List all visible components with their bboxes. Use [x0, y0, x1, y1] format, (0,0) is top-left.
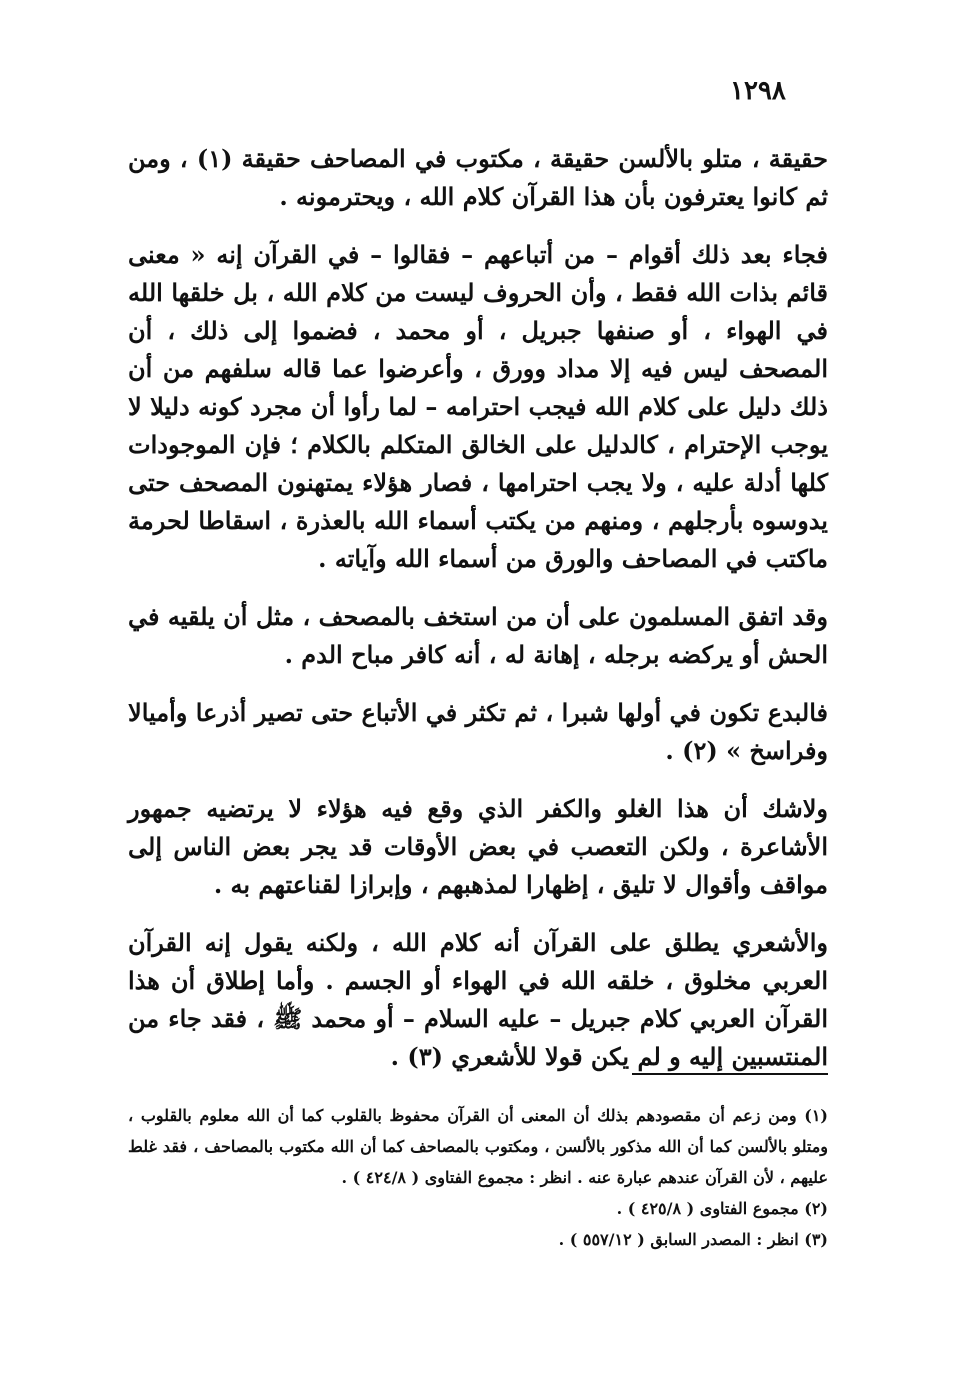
footnotes	[128, 1100, 828, 1255]
paragraph-3: وقد اتفق المسلمون على أن من استخف بالمصحف ، مثل أن يلقيه في الحش أو يركضه برجله ، إهانة له ، أنه كافر مباح الدم .	[128, 602, 828, 669]
footnote-3: (٣) انظر : المصدر السابق ( ٥٥٧/١٢ ) .	[558, 1230, 828, 1249]
footnote-1: (١) ومن زعم أن مقصودهم بذلك أن المعنى أن القرآن محفوظ بالقلوب كما أن الله معلوم بالقلوب ، ومتلو بالألسن كما أن الله مذكور بالألسن ، ومكتوب بالمصاحف كما أن الله مكتوب بالمصاحف ، فقد غلط عليهم ، لأن القرآن عندهم عبارة عنه . انظر : مجموع الفتاوى ( ٤٢٤/٨ ) .	[128, 1106, 828, 1187]
footnote-separator	[632, 1073, 828, 1075]
paragraph-2: فجاء بعد ذلك أقوام – من أتباعهم – فقالوا – في القرآن إنه « معنى قائم بذات الله فقط ، وأن الحروف ليست من كلام الله ، بل خلقها الله في الهواء ، أو صنفها جبريل ، أو محمد ، فضموا إلى ذلك ، أن المصحف ليس فيه إلا مداد وورق ، وأعرضوا عما قاله سلفهم من أن ذلك دليل على كلام الله فيجب احترامه – لما رأوا أن مجرد كونه دليلا لا يوجب الإحترام ، كالدليل على الخالق المتكلم بالكلام ؛ فإن الموجودات كلها أدلة عليه ، ولا يجب احترامها ، فصار هؤلاء يمتهنون المصحف حتى يدوسوه بأرجلهم ، ومنهم من يكتب أسماء الله بالعذرة ، اسقاطا لحرمة ماكتب في المصاحف والورق من أسماء الله وآياته .	[128, 240, 828, 573]
paragraph-5: ولاشك أن هذا الغلو والكفر الذي وقع فيه هؤلاء لا يرتضيه جمهور الأشاعرة ، ولكن التعصب في بعض الأوقات قد يجر بعض الناس إلى مواقف وأقوال لا تليق ، إظهارا لمذهبهم ، وإبرازا لقناعتهم به .	[128, 794, 828, 899]
paragraph-1: حقيقة ، متلو بالألسن حقيقة ، مكتوب في المصاحف حقيقة (١) ، ومن ثم كانوا يعترفون بأن هذا القرآن كلام الله ، ويحترمونه .	[128, 144, 828, 211]
main-text	[128, 140, 828, 1096]
paragraph-4: فالبدع تكون في أولها شبرا ، ثم تكثر في الأتباع حتى تصير أذرعا وأميالا وفراسخ » (٢) .	[128, 698, 828, 765]
paragraph-6: والأشعري يطلق على القرآن أنه كلام الله ، ولكنه يقول إنه القرآن العربي مخلوق ، خلقه الله في الهواء أو الجسم . وأما إطلاق أن هذا القرآن العربي كلام جبريل – عليه السلام – أو محمد ﷺ ، فقد جاء من المنتسبين إليه و لم يكن قولا للأشعري (٣) .	[128, 928, 828, 1071]
footnote-2: (٢) مجموع الفتاوى ( ٤٢٥/٨ ) .	[616, 1199, 828, 1218]
page-number: ١٢٩٨	[730, 76, 786, 106]
